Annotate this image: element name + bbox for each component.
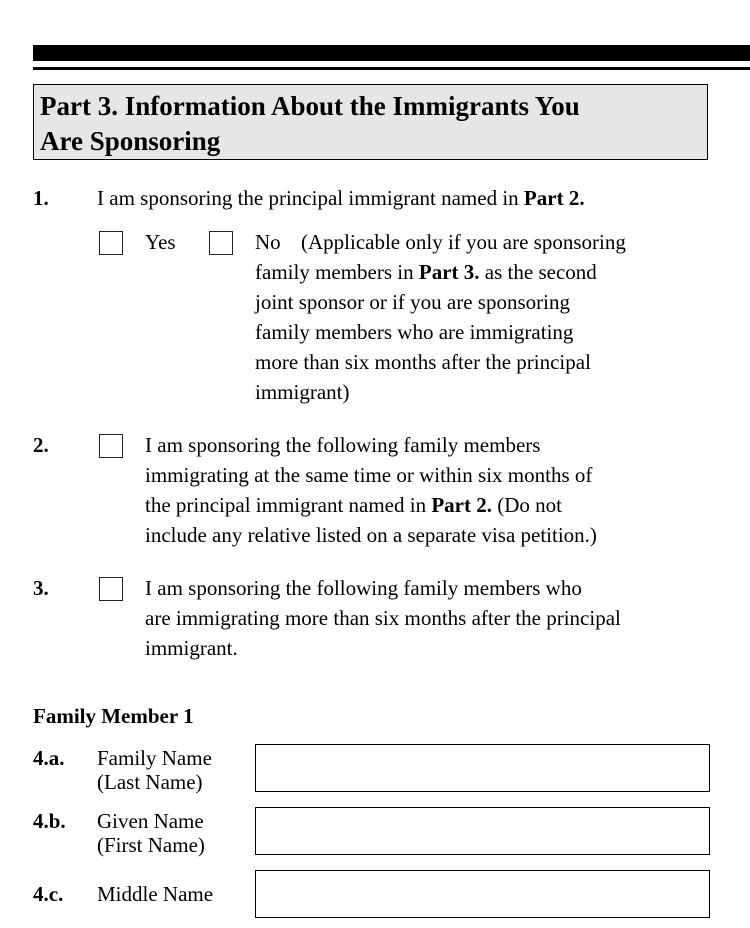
family-name-input[interactable] <box>255 744 710 792</box>
yes-label: Yes <box>145 230 176 254</box>
no-note-line-1: (Applicable only if you are sponsoring <box>301 230 626 254</box>
item-1-number: 1. <box>33 186 49 210</box>
field-4b-number: 4.b. <box>33 809 66 833</box>
field-4a-label-line-1: Family Name <box>97 746 212 770</box>
item-2-line-3-tail: (Do not <box>492 493 562 517</box>
item-3-checkbox[interactable] <box>99 577 123 601</box>
top-thick-rule <box>33 45 750 61</box>
part-title-line-1: Part 3. Information About the Immigrants You <box>40 91 580 121</box>
no-note-line-6: immigrant) <box>255 380 350 404</box>
item-1-statement <box>97 183 585 213</box>
family-member-title: Family Member 1 <box>33 704 194 728</box>
item-2-line-1: I am sponsoring the following family members <box>145 433 541 457</box>
item-2-line-3 <box>145 490 562 520</box>
no-note-line-2-tail: as the second <box>479 260 597 284</box>
item-1-part-ref: Part 2. <box>523 186 585 210</box>
no-note-line-2 <box>255 257 597 287</box>
given-name-input[interactable] <box>255 807 710 855</box>
no-label: No <box>255 230 281 254</box>
item-2-line-4: include any relative listed on a separate visa petition.) <box>145 523 597 547</box>
no-checkbox[interactable] <box>209 231 233 255</box>
top-thin-rule <box>33 67 750 70</box>
no-note-part-ref: Part 3. <box>418 260 480 284</box>
field-4c-label: Middle Name <box>97 882 214 906</box>
no-note-line-5: more than six months after the principal <box>255 350 591 374</box>
field-4a-number: 4.a. <box>33 746 65 770</box>
no-note-line-2-text: family members in <box>255 260 419 284</box>
no-note-line-3: joint sponsor or if you are sponsoring <box>255 290 570 314</box>
part-3-header <box>33 84 708 160</box>
field-4a-label-line-2: (Last Name) <box>97 770 203 794</box>
item-2-checkbox[interactable] <box>99 434 123 458</box>
item-3-line-1: I am sponsoring the following family members who <box>145 576 582 600</box>
no-note-line-4: family members who are immigrating <box>255 320 574 344</box>
yes-checkbox[interactable] <box>99 231 123 255</box>
field-4c-number: 4.c. <box>33 882 64 906</box>
item-3-line-2: are immigrating more than six months after the principal <box>145 606 621 630</box>
part-title-line-2: Are Sponsoring <box>40 126 221 156</box>
middle-name-input[interactable] <box>255 870 710 918</box>
item-2-line-3-text: the principal immigrant named in <box>145 493 432 517</box>
field-4b-label-line-2: (First Name) <box>97 833 205 857</box>
item-3-number: 3. <box>33 576 49 600</box>
item-3-line-3: immigrant. <box>145 636 238 660</box>
item-1-text: I am sponsoring the principal immigrant named in <box>97 186 524 210</box>
item-2-line-2: immigrating at the same time or within six months of <box>145 463 593 487</box>
field-4b-label-line-1: Given Name <box>97 809 204 833</box>
item-2-number: 2. <box>33 433 49 457</box>
item-2-part-ref: Part 2. <box>431 493 492 517</box>
